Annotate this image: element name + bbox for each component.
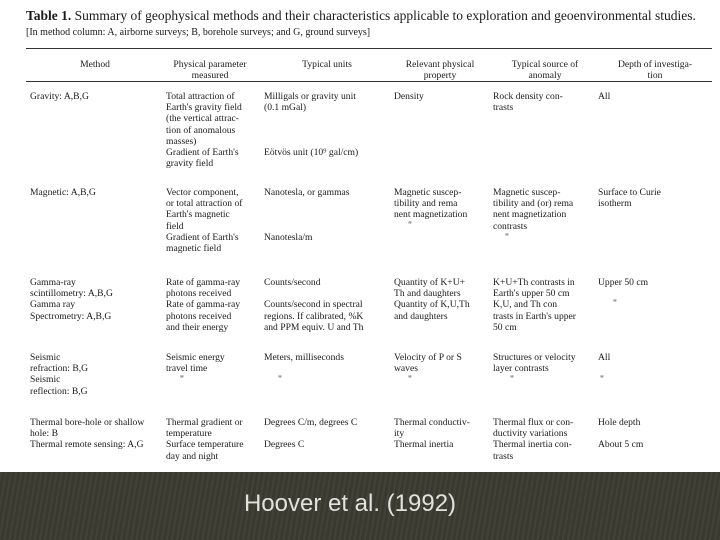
row-gamma-source: K+U+Th contrasts in Earth's upper 50 cm K,U, and Th con trasts in Earth's upper 50 cm: [493, 277, 576, 333]
row-thermal-method: Thermal bore-hole or shallow hole: B Thermal remote sensing: A,G: [30, 417, 145, 451]
row-gravity-parameter: Total attraction of Earth's gravity field (the vertical attrac- tion of anomalous masses) Gradient of Earth's gravity field: [166, 91, 242, 170]
row-thermal-source: Thermal flux or con- ductivity variations Thermal inertia con- trasts: [493, 417, 574, 462]
row-magnetic-depth: Surface to Curie isotherm: [598, 187, 661, 210]
header-method: Method: [80, 59, 110, 70]
header-physical-property: Relevant physical property: [405, 59, 475, 82]
ditto-mark: ": [408, 220, 412, 231]
header-anomaly-source: Typical source of anomaly: [511, 59, 579, 82]
row-thermal-property: Thermal conductiv- ity Thermal inertia: [394, 417, 470, 451]
row-seismic-units: Meters, milliseconds: [264, 352, 344, 363]
citation-caption: Hoover et al. (1992): [243, 490, 457, 517]
row-gamma-property: Quantity of K+U+ Th and daughters Quantity of K,U,Th and daughters: [394, 277, 470, 322]
ditto-mark: ": [613, 298, 617, 309]
row-magnetic-method: Magnetic: A,B,G: [30, 187, 96, 198]
ditto-mark: ": [505, 232, 509, 243]
ditto-mark: ": [408, 374, 412, 385]
table-title-text: Summary of geophysical methods and their characteristics applicable to exploration and geoenvironmental studies.: [71, 8, 696, 23]
row-magnetic-property: Magnetic suscep- tibility and rema nent magnetization: [394, 187, 468, 221]
row-gamma-depth: Upper 50 cm: [598, 277, 649, 288]
ditto-mark: ": [510, 374, 514, 385]
table-title: [26, 8, 716, 24]
header-typical-units: Typical units: [302, 59, 352, 70]
row-gravity-property: Density: [394, 91, 424, 102]
ditto-mark: ": [278, 374, 282, 385]
row-gamma-method: Gamma-ray scintillometry: A,B,G Gamma ray Spectrometry: A,B,G: [30, 277, 113, 322]
row-seismic-method: Seismic refraction: B,G Seismic reflection: B,G: [30, 352, 89, 397]
row-gamma-parameter: Rate of gamma-ray photons received Rate of gamma-ray photons received and their energy: [166, 277, 241, 333]
row-seismic-parameter: Seismic energy travel time: [166, 352, 225, 375]
row-thermal-depth: Hole depth About 5 cm: [598, 417, 644, 451]
row-magnetic-source: Magnetic suscep- tibility and (or) rema nent magnetization contrasts: [493, 187, 574, 232]
row-thermal-parameter: Thermal gradient or temperature Surface temperature day and night: [166, 417, 244, 462]
row-gravity-units: Milligals or gravity unit (0.1 mGal) Eötvös unit (10⁹ gal/cm): [264, 91, 359, 159]
ditto-mark: ": [180, 374, 184, 385]
header-top-rule: [26, 48, 712, 49]
row-gravity-depth: All: [598, 91, 611, 102]
header-depth: Depth of investiga- tion: [617, 59, 693, 82]
row-gravity-source: Rock density con- trasts: [493, 91, 563, 114]
header-physical-parameter: Physical parameter measured: [173, 59, 247, 82]
row-thermal-units: Degrees C/m, degrees C Degrees C: [264, 417, 358, 451]
row-seismic-source: Structures or velocity layer contrasts: [493, 352, 576, 375]
ditto-mark: ": [600, 374, 604, 385]
slide-footer: [0, 472, 720, 540]
row-gamma-units: Counts/second Counts/second in spectral regions. If calibrated, %K and PPM equiv. U and Th: [264, 277, 364, 333]
row-magnetic-parameter: Vector component, or total attraction of Earth's magnetic field Gradient of Earth's magnetic field: [166, 187, 243, 255]
table-subtitle: [In method column: A, airborne surveys; B, borehole surveys; and G, ground surveys]: [26, 27, 371, 38]
row-seismic-depth: All: [598, 352, 611, 363]
row-magnetic-units: Nanotesla, or gammas Nanotesla/m: [264, 187, 350, 243]
row-seismic-property: Velocity of P or S waves: [394, 352, 462, 375]
row-gravity-method: Gravity: A,B,G: [30, 91, 89, 102]
table-number: Table 1.: [26, 8, 72, 23]
